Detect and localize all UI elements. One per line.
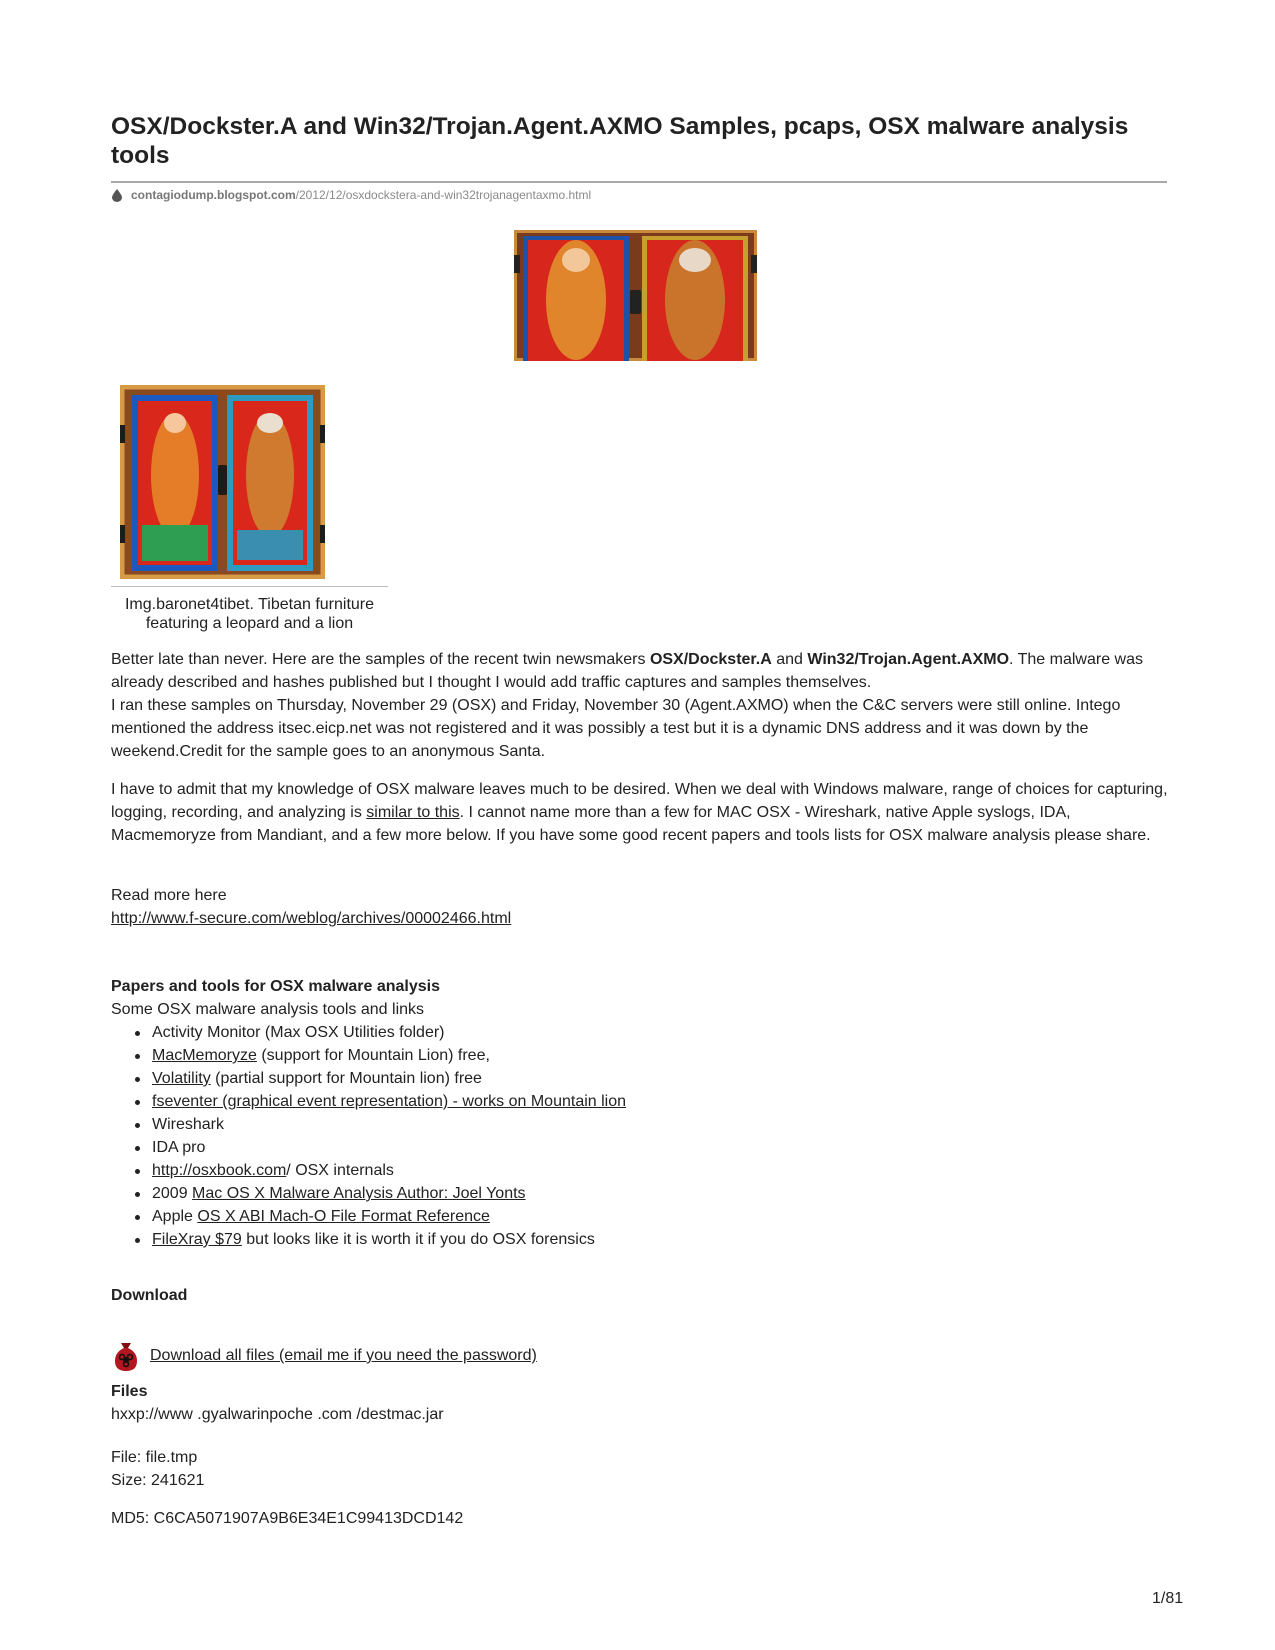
tool-list-item xyxy=(152,1067,1171,1090)
image-caption: Img.baronet4tibet. Tibetan furniture featuring a leopard and a lion xyxy=(124,596,375,632)
intro-text: Better late than never. Here are the samples of the recent twin newsmakers xyxy=(111,651,650,668)
tool-prefix: 2009 xyxy=(152,1185,193,1202)
tool-text: / OSX internals xyxy=(286,1162,394,1179)
source-domain: contagiodump.blogspot.com xyxy=(131,188,296,202)
files-url: hxxp://www .gyalwarinpoche .com /destmac.jar xyxy=(111,1406,444,1423)
files-heading: Files xyxy=(111,1383,148,1400)
intro-text: and xyxy=(771,651,808,668)
file-md5: MD5: C6CA5071907A9B6E34E1C99413DCD142 xyxy=(111,1510,464,1527)
download-section xyxy=(111,1284,1171,1307)
malware-name-win32: Win32/Trojan.Agent.AXMO xyxy=(807,651,1010,668)
tool-list-item xyxy=(152,1090,1171,1113)
tool-text: Wireshark xyxy=(152,1116,225,1133)
tools-heading: Papers and tools for OSX malware analysis xyxy=(111,978,441,995)
tool-list-item xyxy=(152,1021,1171,1044)
download-heading: Download xyxy=(111,1287,188,1304)
tool-text: Activity Monitor (Max OSX Utilities folder) xyxy=(152,1024,445,1041)
tool-link[interactable]: FileXray $79 xyxy=(152,1231,242,1248)
tool-text: IDA pro xyxy=(152,1139,206,1156)
title-divider xyxy=(111,181,1167,183)
file-size: Size: 241621 xyxy=(111,1472,205,1489)
source-path: /2012/12/osxdockstera-and-win32trojanagentaxmo.html xyxy=(295,188,592,202)
tool-text: (partial support for Mountain lion) free xyxy=(210,1070,482,1087)
read-more xyxy=(111,884,1171,930)
malware-name-osx: OSX/Dockster.A xyxy=(649,651,772,668)
intro-text: . I cannot name more than a few for MAC OSX - Wireshark, native Apple syslogs, IDA, Macmemoryze from Mandiant, and a few more below. If you have some good recent papers and tools lists for OSX malware analysis please share. xyxy=(111,804,1151,844)
biohazard-bag-icon xyxy=(111,1340,141,1372)
tool-text: but looks like it is worth it if you do OSX forensics xyxy=(241,1231,595,1248)
fsecure-link[interactable]: http://www.f-secure.com/weblog/archives/00002466.html xyxy=(111,910,512,927)
tools-section xyxy=(111,975,1171,1251)
tool-link[interactable]: Mac OS X Malware Analysis Author: Joel Yonts xyxy=(192,1185,526,1202)
intro-paragraph-1 xyxy=(111,648,1171,763)
page-number: 1/81 xyxy=(1152,1590,1184,1607)
tool-link[interactable]: fseventer (graphical event representation) - works on Mountain lion xyxy=(152,1093,627,1110)
similar-link[interactable]: similar to this xyxy=(366,804,460,821)
tool-link[interactable]: Volatility xyxy=(152,1070,211,1087)
caption-divider xyxy=(111,586,388,587)
tool-prefix: Apple xyxy=(152,1208,198,1225)
download-all-link[interactable]: Download all files (email me if you need the password) xyxy=(150,1347,537,1364)
files-section xyxy=(111,1380,1171,1426)
intro-text: I ran these samples on Thursday, November 29 (OSX) and Friday, November 30 (Agent.AXMO) when the C&C servers were still online. Intego mentioned the address itsec.eicp.net was not registered and it was possibly a test but it is a dynamic DNS address and it was down by the weekend.Credit for the sample goes to an anonymous Santa. xyxy=(111,697,1121,760)
page-title: OSX/Dockster.A and Win32/Trojan.Agent.AXMO Samples, pcaps, OSX malware analysis tools xyxy=(111,113,1129,169)
tool-text: (support for Mountain Lion) free, xyxy=(256,1047,490,1064)
furniture-image-top xyxy=(514,230,757,361)
drop-icon xyxy=(111,188,123,202)
tool-link[interactable]: http://osxbook.com xyxy=(152,1162,287,1179)
intro-text: . The malware was already described and hashes published but I thought I would add traffic captures and samples themselves. xyxy=(111,651,1143,691)
tools-list xyxy=(111,1021,1171,1251)
tool-list-item xyxy=(152,1136,1171,1159)
tool-list-item xyxy=(152,1159,1171,1182)
intro-paragraph-2 xyxy=(111,778,1171,847)
tools-subheading: Some OSX malware analysis tools and links xyxy=(111,1001,425,1018)
file-name: File: file.tmp xyxy=(111,1449,198,1466)
file-hash xyxy=(111,1507,1171,1530)
source-url[interactable] xyxy=(111,188,591,202)
read-more-label: Read more here xyxy=(111,887,227,904)
tool-list-item xyxy=(152,1205,1171,1228)
intro-text: I have to admit that my knowledge of OSX malware leaves much to be desired. When we deal with Windows malware, range of choices for capturing, logging, recording, and analyzing is xyxy=(111,781,1168,821)
tool-list-item xyxy=(152,1044,1171,1067)
tool-list-item xyxy=(152,1182,1171,1205)
tool-link[interactable]: OS X ABI Mach-O File Format Reference xyxy=(197,1208,490,1225)
furniture-image-left xyxy=(120,385,325,579)
tool-list-item xyxy=(152,1113,1171,1136)
tool-list-item xyxy=(152,1228,1171,1251)
download-row xyxy=(111,1340,537,1372)
tool-link[interactable]: MacMemoryze xyxy=(152,1047,257,1064)
file-info xyxy=(111,1446,1171,1492)
